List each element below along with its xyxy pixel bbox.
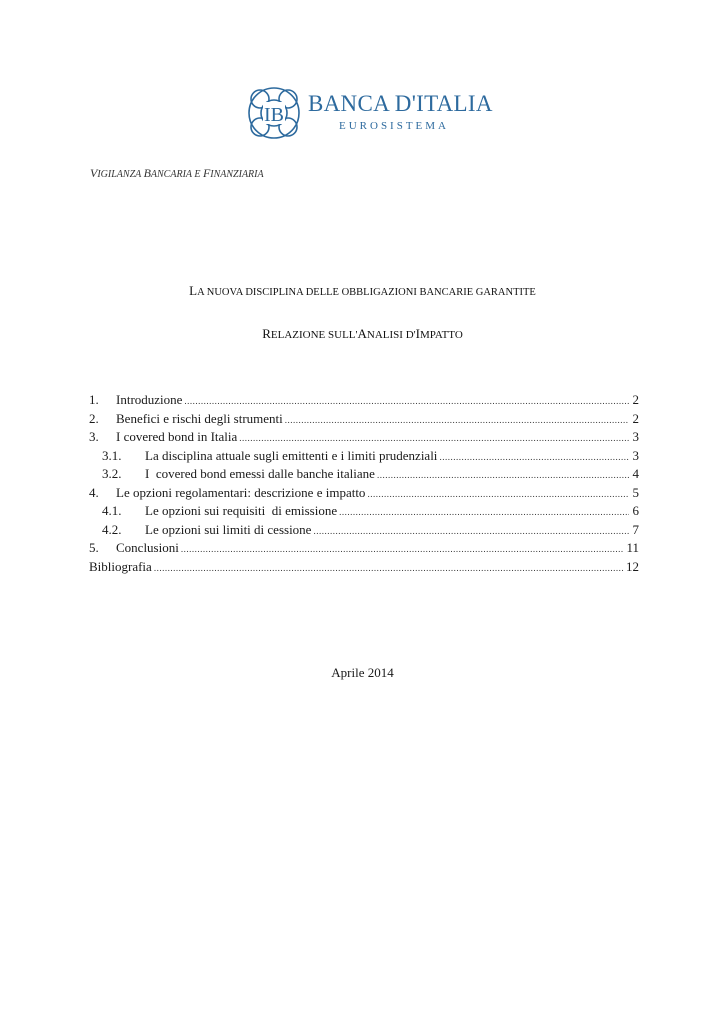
table-of-contents — [89, 391, 639, 576]
toc-number: 4. — [89, 484, 99, 500]
toc-number: 3.1. — [102, 447, 122, 463]
toc-label: I covered bond emessi dalle banche italiane — [145, 466, 375, 481]
toc-number: 5. — [89, 540, 99, 555]
toc-label: La disciplina attuale sugli emittenti e i limiti prudenziali — [145, 447, 438, 463]
toc-label: Le opzioni sui requisiti di emissione — [145, 503, 338, 518]
toc-entry[interactable] — [89, 410, 639, 429]
toc-leader — [339, 503, 629, 522]
document-subtitle: RELAZIONE SULL'ANALISI D'IMPATTO — [262, 326, 463, 341]
toc-page: 2 — [632, 410, 639, 426]
toc-entry[interactable] — [89, 502, 639, 521]
banca-italia-emblem-icon — [246, 85, 302, 141]
toc-leader — [439, 448, 629, 467]
document-date: Aprile 2014 — [331, 665, 394, 680]
toc-label: Bibliografia — [89, 558, 152, 574]
toc-number: 3.2. — [102, 466, 122, 481]
toc-leader — [377, 466, 629, 485]
toc-page: 11 — [626, 540, 639, 555]
toc-page: 5 — [632, 484, 639, 500]
toc-page: 4 — [632, 466, 639, 481]
toc-leader — [313, 522, 629, 541]
document-title: LA NUOVA DISCIPLINA DELLE OBBLIGAZIONI BANCARIE GARANTITE — [189, 283, 536, 298]
toc-number: 2. — [89, 410, 99, 426]
toc-leader — [285, 411, 629, 430]
toc-number: 1. — [89, 392, 99, 407]
toc-label: Le opzioni sui limiti di cessione — [145, 521, 312, 537]
toc-leader — [181, 540, 625, 559]
department-label: VIGILANZA BANCARIA E FINANZIARIA — [90, 166, 264, 180]
logo-subtitle: EUROSISTEMA — [339, 120, 450, 132]
toc-number: 4.2. — [102, 521, 122, 537]
toc-leader — [154, 559, 624, 578]
toc-number: 4.1. — [102, 503, 122, 518]
toc-leader — [184, 392, 629, 411]
toc-entry[interactable] — [89, 521, 639, 540]
toc-label: I covered bond in Italia — [116, 429, 238, 444]
toc-entry[interactable] — [89, 539, 639, 558]
toc-leader — [239, 429, 629, 448]
toc-leader — [367, 485, 629, 504]
toc-number: 3. — [89, 429, 99, 444]
toc-label: Introduzione — [116, 392, 183, 407]
toc-entry[interactable] — [89, 428, 639, 447]
toc-entry[interactable] — [89, 391, 639, 410]
toc-page: 3 — [632, 447, 639, 463]
toc-page: 3 — [632, 429, 639, 444]
toc-label: Benefici e rischi degli strumenti — [116, 410, 283, 426]
banca-italia-logo — [246, 85, 493, 145]
toc-page: 6 — [632, 503, 639, 518]
svg-text:IB: IB — [264, 104, 284, 126]
toc-entry[interactable] — [89, 447, 639, 466]
toc-entry[interactable] — [89, 484, 639, 503]
toc-page: 7 — [632, 521, 639, 537]
toc-label: Le opzioni regolamentari: descrizione e impatto — [116, 484, 366, 500]
toc-entry[interactable] — [89, 558, 639, 577]
toc-entry[interactable] — [89, 465, 639, 484]
toc-page: 2 — [632, 392, 639, 407]
toc-page: 12 — [626, 558, 639, 574]
logo-name: BANCA D'ITALIA — [308, 91, 493, 116]
toc-label: Conclusioni — [116, 540, 179, 555]
